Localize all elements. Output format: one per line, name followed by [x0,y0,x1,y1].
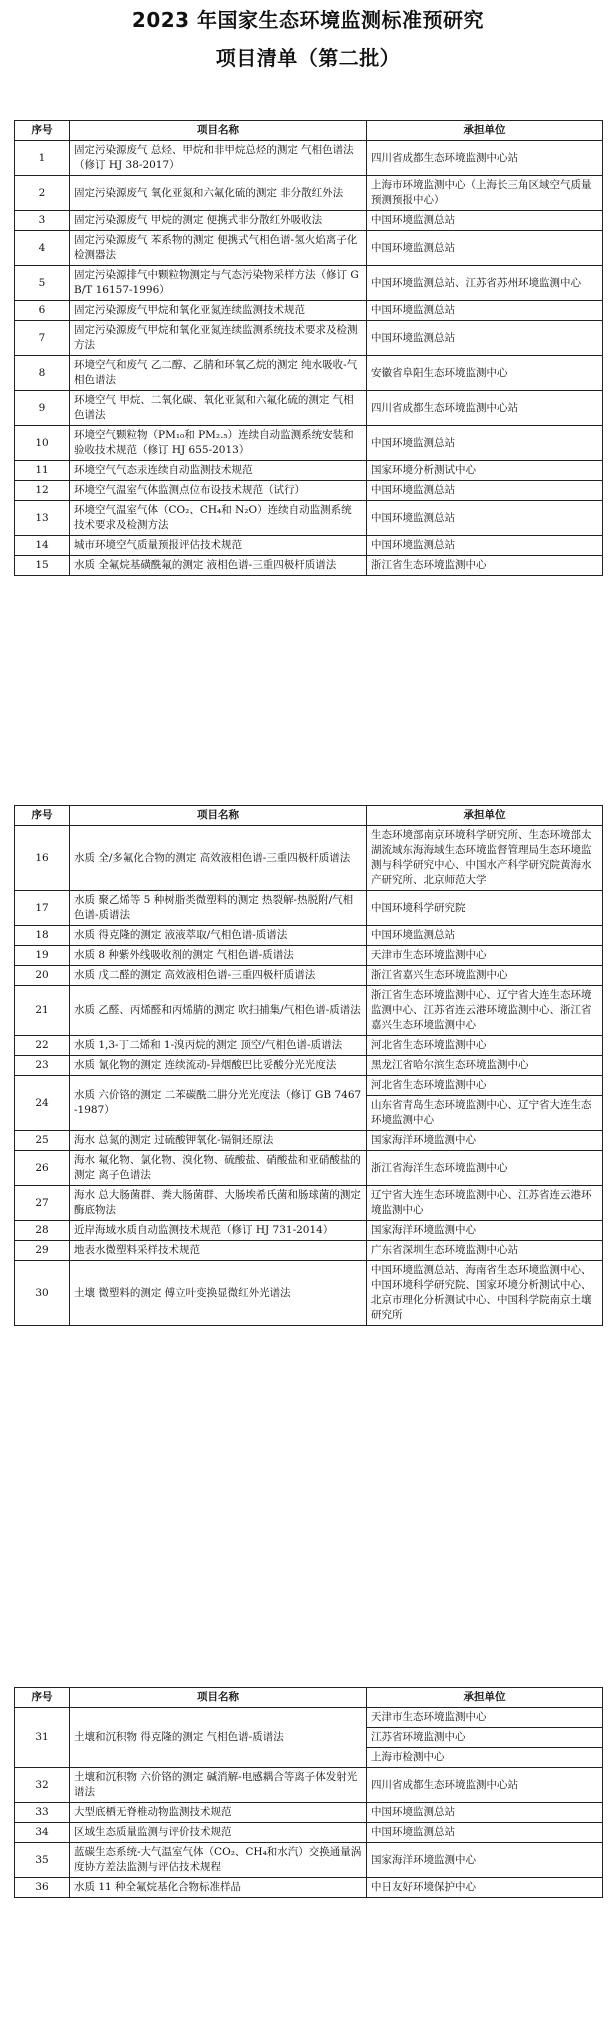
table-row [15,1708,603,1768]
undertaking-unit: 四川省成都生态环境监测中心站 [367,141,603,176]
project-name: 水质 乙醛、丙烯醛和丙烯腈的测定 吹扫捕集/气相色谱-质谱法 [70,986,367,1036]
undertaking-unit: 中国环境监测总站 [367,926,603,946]
project-name: 近岸海域水质自动监测技术规范（修订 HJ 731-2014） [70,1221,367,1241]
project-name: 水质 得克隆的测定 液液萃取/气相色谱-质谱法 [70,926,367,946]
project-name: 大型底栖无脊椎动物监测技术规范 [70,1803,367,1823]
project-name: 环境空气气态汞连续自动监测技术规范 [70,461,367,481]
table-row [15,1131,603,1151]
header-no: 序号 [15,1688,70,1708]
table-header-row [15,1688,603,1708]
table-row [15,966,603,986]
undertaking-unit: 中国环境监测总站 [367,536,603,556]
table-section-3 [14,1687,602,1898]
undertaking-unit: 国家环境分析测试中心 [367,461,603,481]
table-row [15,1261,603,1326]
row-number: 28 [15,1221,70,1241]
table-row [15,461,603,481]
table-row [15,481,603,501]
undertaking-unit-part: 山东省青岛生态环境监测中心、辽宁省大连生态环境监测中心 [371,1099,592,1126]
undertaking-unit [367,1708,603,1768]
project-name: 海水 总大肠菌群、粪大肠菌群、大肠埃希氏菌和肠球菌的测定 酶底物法 [70,1186,367,1221]
table-row [15,176,603,211]
table-row [15,501,603,536]
undertaking-unit: 广东省深圳生态环境监测中心站 [367,1241,603,1261]
row-number: 36 [15,1878,70,1898]
row-number: 13 [15,501,70,536]
undertaking-unit: 中国环境监测总站 [367,1823,603,1843]
row-number: 24 [15,1076,70,1131]
undertaking-unit: 安徽省阜阳生态环境监测中心 [367,356,603,391]
row-number: 23 [15,1056,70,1076]
table-row [15,231,603,266]
project-name: 水质 全氟烷基磺酰氟的测定 液相色谱-三重四极杆质谱法 [70,556,367,576]
table-row [15,1241,603,1261]
undertaking-unit: 国家海洋环境监测中心 [367,1131,603,1151]
project-name: 固定污染源废气 甲烷的测定 便携式非分散红外吸收法 [70,211,367,231]
undertaking-unit: 浙江省生态环境监测中心、辽宁省大连生态环境监测中心、江苏省连云港环境监测中心、浙江省嘉兴生态环境监测中心 [367,986,603,1036]
table-row [15,1843,603,1878]
project-name: 水质 1,3-丁二烯和 1-溴丙烷的测定 顶空/气相色谱-质谱法 [70,1036,367,1056]
row-number: 27 [15,1186,70,1221]
project-name: 蓝碳生态系统-大气温室气体（CO₂、CH₄和水汽）交换通量涡度协方差法监测与评估技术规程 [70,1843,367,1878]
undertaking-unit: 中国环境监测总站、江苏省苏州环境监测中心 [367,266,603,301]
project-name: 土壤和沉积物 得克隆的测定 气相色谱-质谱法 [70,1708,367,1768]
table-section-1 [14,120,602,576]
undertaking-unit: 中国环境监测总站 [367,501,603,536]
page-subtitle: 项目清单（第二批） [215,46,401,70]
project-name: 水质 氰化物的测定 连续流动-异烟酸巴比妥酸分光光度法 [70,1056,367,1076]
undertaking-unit: 浙江省海洋生态环境监测中心 [367,1151,603,1186]
row-number: 12 [15,481,70,501]
table-row [15,266,603,301]
table-header-row [15,806,603,826]
project-name: 地表水微塑料采样技术规范 [70,1241,367,1261]
row-number: 17 [15,891,70,926]
table-row [15,1036,603,1056]
undertaking-unit: 国家海洋环境监测中心 [367,1221,603,1241]
row-number: 22 [15,1036,70,1056]
undertaking-unit: 浙江省生态环境监测中心 [367,556,603,576]
header-org: 承担单位 [367,1688,603,1708]
table-section-2 [14,805,602,1326]
table-row [15,1803,603,1823]
table-row [15,1221,603,1241]
table-row [15,926,603,946]
undertaking-unit [367,1076,603,1131]
row-number: 32 [15,1768,70,1803]
project-name: 水质 六价铬的测定 二苯碳酰二肼分光光度法（修订 GB 7467-1987） [70,1076,367,1131]
header-org: 承担单位 [367,806,603,826]
undertaking-unit: 浙江省嘉兴生态环境监测中心 [367,966,603,986]
undertaking-unit: 中国环境监测总站 [367,211,603,231]
undertaking-unit: 天津市生态环境监测中心 [367,946,603,966]
project-name: 固定污染源废气甲烷和氧化亚氮连续监测系统技术要求及检测方法 [70,321,367,356]
table-header-row [15,121,603,141]
undertaking-unit: 中国环境监测总站 [367,481,603,501]
table-row [15,986,603,1036]
row-number: 16 [15,826,70,891]
row-number: 30 [15,1261,70,1326]
table-row [15,391,603,426]
undertaking-unit: 中日友好环境保护中心 [367,1878,603,1898]
row-number: 26 [15,1151,70,1186]
table-row [15,1878,603,1898]
project-name: 水质 聚乙烯等 5 种树脂类微塑料的测定 热裂解-热脱附/气相色谱-质谱法 [70,891,367,926]
project-name: 水质 11 种全氟烷基化合物标准样品 [70,1878,367,1898]
project-name: 固定污染源废气 总烃、甲烷和非甲烷总烃的测定 气相色谱法（修订 HJ 38-2017） [70,141,367,176]
header-org: 承担单位 [367,121,603,141]
row-number: 18 [15,926,70,946]
project-name: 城市环境空气质量预报评估技术规范 [70,536,367,556]
table-row [15,356,603,391]
table-row [15,1768,603,1803]
row-number: 1 [15,141,70,176]
row-number: 33 [15,1803,70,1823]
undertaking-unit: 中国环境监测总站 [367,301,603,321]
undertaking-unit-part: 上海市检测中心 [371,1751,445,1763]
row-number: 14 [15,536,70,556]
table-row [15,1076,603,1131]
undertaking-unit: 辽宁省大连生态环境监测中心、江苏省连云港环境监测中心 [367,1186,603,1221]
project-table [14,805,603,1326]
undertaking-unit: 中国环境监测总站 [367,426,603,461]
row-number: 20 [15,966,70,986]
row-number: 8 [15,356,70,391]
undertaking-unit: 生态环境部南京环境科学研究所、生态环境部太湖流域东海海域生态环境监督管理局生态环境监测与科学研究中心、中国水产科学研究院黄海水产研究所、北京师范大学 [367,826,603,891]
undertaking-unit-part: 天津市生态环境监测中心 [367,1708,602,1728]
header-no: 序号 [15,121,70,141]
undertaking-unit-part: 河北省生态环境监测中心 [367,1076,602,1096]
undertaking-unit: 中国环境监测总站、海南省生态环境监测中心、中国环境科学研究院、国家环境分析测试中心、北京市理化分析测试中心、中国科学院南京土壤研究所 [367,1261,603,1326]
project-name: 固定污染源废气 氧化亚氮和六氟化硫的测定 非分散红外法 [70,176,367,211]
project-name: 环境空气和废气 乙二醇、乙腈和环氧乙烷的测定 纯水吸收-气相色谱法 [70,356,367,391]
undertaking-unit: 上海市环境监测中心（上海长三角区域空气质量预测预报中心） [367,176,603,211]
project-name: 土壤和沉积物 六价铬的测定 碱消解-电感耦合等离子体发射光谱法 [70,1768,367,1803]
table-row [15,426,603,461]
row-number: 2 [15,176,70,211]
project-name: 海水 总氮的测定 过硫酸钾氧化-镉铜还原法 [70,1131,367,1151]
undertaking-unit: 国家海洋环境监测中心 [367,1843,603,1878]
table-row [15,556,603,576]
row-number: 3 [15,211,70,231]
project-name: 环境空气颗粒物（PM₁₀和 PM₂.₅）连续自动监测系统安装和验收技术规范（修订 HJ 655-2013） [70,426,367,461]
project-table [14,120,603,576]
undertaking-unit: 中国环境科学研究院 [367,891,603,926]
table-row [15,946,603,966]
row-number: 19 [15,946,70,966]
table-row [15,211,603,231]
table-row [15,301,603,321]
project-name: 海水 氟化物、氯化物、溴化物、硫酸盐、硝酸盐和亚硝酸盐的测定 离子色谱法 [70,1151,367,1186]
table-row [15,826,603,891]
undertaking-unit: 四川省成都生态环境监测中心站 [367,1768,603,1803]
row-number: 25 [15,1131,70,1151]
table-row [15,891,603,926]
project-name: 环境空气温室气体（CO₂、CH₄和 N₂O）连续自动监测系统技术要求及检测方法 [70,501,367,536]
row-number: 4 [15,231,70,266]
row-number: 15 [15,556,70,576]
row-number: 34 [15,1823,70,1843]
project-name: 固定污染源排气中颗粒物测定与气态污染物采样方法（修订 GB/T 16157-1996） [70,266,367,301]
project-name: 水质 8 种紫外线吸收剂的测定 气相色谱-质谱法 [70,946,367,966]
row-number: 6 [15,301,70,321]
table-row [15,1823,603,1843]
row-number: 11 [15,461,70,481]
table-row [15,321,603,356]
row-number: 10 [15,426,70,461]
project-name: 水质 戊二醛的测定 高效液相色谱-三重四极杆质谱法 [70,966,367,986]
row-number: 5 [15,266,70,301]
project-name: 水质 全/多氟化合物的测定 高效液相色谱-三重四极杆质谱法 [70,826,367,891]
row-number: 35 [15,1843,70,1878]
header-name: 项目名称 [70,121,367,141]
row-number: 31 [15,1708,70,1768]
project-name: 土壤 微塑料的测定 傅立叶变换显微红外光谱法 [70,1261,367,1326]
table-row [15,141,603,176]
page-title: 2023 年国家生态环境监测标准预研究 [131,8,485,32]
project-name: 固定污染源废气甲烷和氧化亚氮连续监测技术规范 [70,301,367,321]
project-name: 固定污染源废气 苯系物的测定 便携式气相色谱-氢火焰离子化检测器法 [70,231,367,266]
row-number: 7 [15,321,70,356]
table-row [15,1151,603,1186]
undertaking-unit: 中国环境监测总站 [367,321,603,356]
undertaking-unit-part: 江苏省环境监测中心 [367,1728,602,1748]
row-number: 9 [15,391,70,426]
project-name: 环境空气 甲烷、二氧化碳、氧化亚氮和六氟化硫的测定 气相色谱法 [70,391,367,426]
undertaking-unit: 四川省成都生态环境监测中心站 [367,391,603,426]
header-name: 项目名称 [70,806,367,826]
header-name: 项目名称 [70,1688,367,1708]
undertaking-unit: 黑龙江省哈尔滨生态环境监测中心 [367,1056,603,1076]
undertaking-unit: 中国环境监测总站 [367,1803,603,1823]
table-row [15,1056,603,1076]
project-name: 环境空气温室气体监测点位布设技术规范（试行） [70,481,367,501]
project-name: 区域生态质量监测与评价技术规范 [70,1823,367,1843]
row-number: 21 [15,986,70,1036]
project-table [14,1687,603,1898]
undertaking-unit: 中国环境监测总站 [367,231,603,266]
table-row [15,1186,603,1221]
undertaking-unit: 河北省生态环境监测中心 [367,1036,603,1056]
table-row [15,536,603,556]
header-no: 序号 [15,806,70,826]
row-number: 29 [15,1241,70,1261]
